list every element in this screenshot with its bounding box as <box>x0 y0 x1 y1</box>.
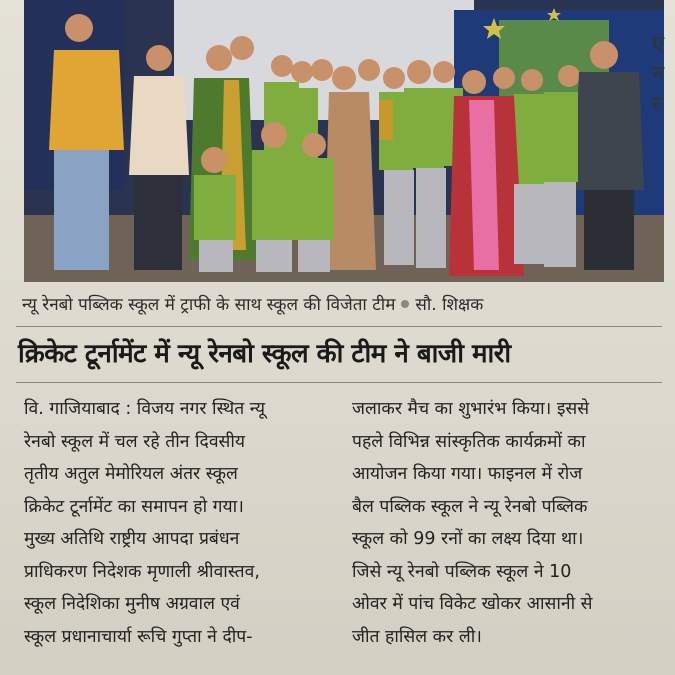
article-line: बैल पब्लिक स्कूल ने न्यू रेनबो पब्लिक <box>352 496 588 517</box>
article-line: स्कूल प्रधानाचार्या रूचि गुप्ता ने दीप- <box>24 626 253 647</box>
caption-text: न्यू रेनबो पब्लिक स्कूल में ट्राफी के साथ स्कूल की विजेता टीम <box>22 295 396 315</box>
photo-caption <box>22 292 622 318</box>
article-line: स्कूल को 99 रनों का लक्ष्य दिया था। <box>352 529 584 549</box>
bullet-icon <box>401 300 409 308</box>
article-column-right <box>352 393 670 653</box>
article-line: वि. गाजियाबाद : विजय नगर स्थित न्यू <box>24 399 266 419</box>
group-photo-icon <box>24 0 664 282</box>
article-line: जलाकर मैच का शुभारंभ किया। इससे <box>352 399 590 419</box>
photo-credit: सौ. शिक्षक <box>415 295 484 315</box>
article-line: प्राधिकरण निदेशक मृणाली श्रीवास्तव, <box>24 561 260 582</box>
article-line: आयोजन किया गया। फाइनल में रोज <box>352 464 583 484</box>
team-photo <box>24 0 664 282</box>
headline: क्रिकेट टूर्नामेंट में न्यू रेनबो स्कूल की टीम ने बाजी मारी <box>18 339 511 369</box>
article-line: स्कूल निदेशिका मुनीष अग्रवाल एवं <box>24 594 240 614</box>
article-line: मुख्य अतिथि राष्ट्रीय आपदा प्रबंधन <box>24 529 240 549</box>
adjacent-column-fragment: ए न र <box>652 32 665 117</box>
article-line: जिसे न्यू रेनबो पब्लिक स्कूल ने 10 <box>352 561 572 582</box>
article-line: जीत हासिल कर ली। <box>352 626 482 647</box>
article-line: पहले विभिन्न सांस्कृतिक कार्यक्रमों का <box>352 431 586 452</box>
article-line: क्रिकेट टूर्नामेंट का समापन हो गया। <box>24 496 244 517</box>
divider <box>16 382 662 383</box>
article-line: तृतीय अतुल मेमोरियल अंतर स्कूल <box>24 464 238 484</box>
divider <box>16 326 662 327</box>
article-column-left <box>24 393 342 653</box>
article-line: रेनबो स्कूल में चल रहे तीन दिवसीय <box>24 431 246 452</box>
article-line: ओवर में पांच विकेट खोकर आसानी से <box>352 594 593 614</box>
